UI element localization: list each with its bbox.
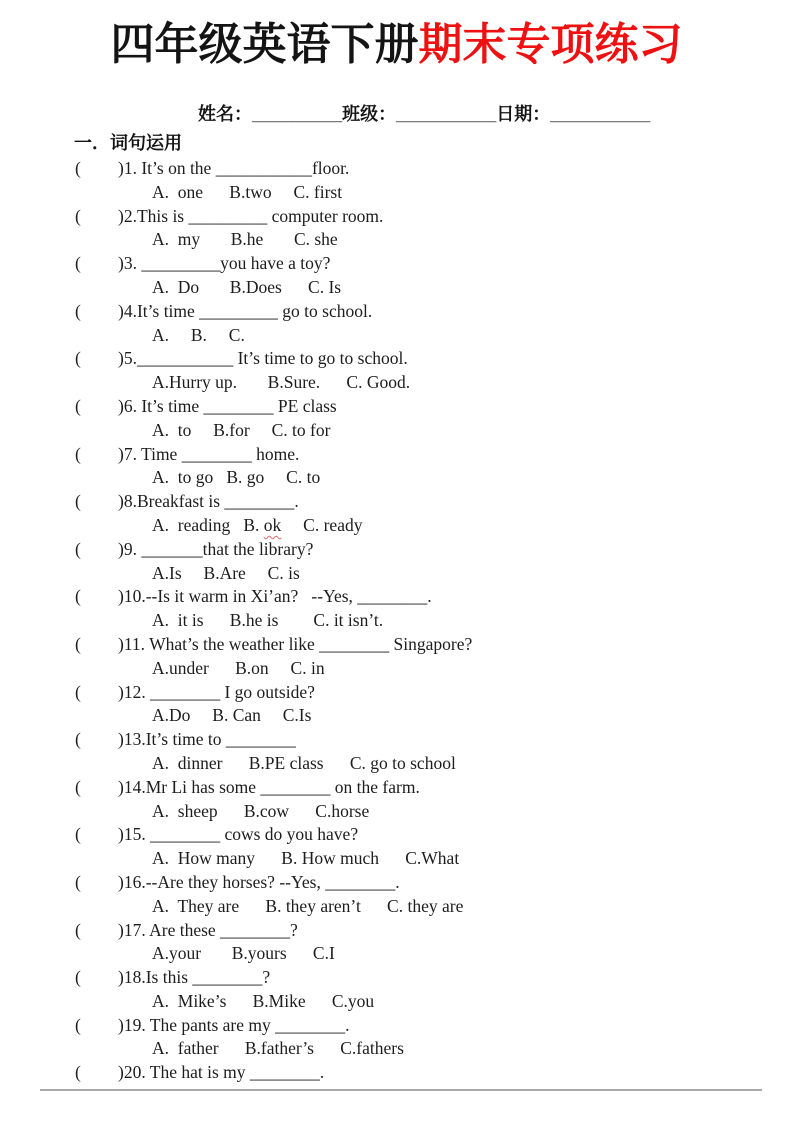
question-stem: )3. _________you have a toy? bbox=[118, 253, 331, 274]
question-stem: )6. It’s time ________ PE class bbox=[118, 395, 337, 416]
page-bottom-rule bbox=[40, 1089, 762, 1091]
question-stem: )14.Mr Li has some ________ on the farm. bbox=[118, 776, 420, 797]
question-stem: )13.It’s time to ________ bbox=[118, 729, 296, 750]
question-stem: )10.--Is it warm in Xi’an? --Yes, ________. bbox=[118, 586, 432, 607]
question-row bbox=[0, 300, 793, 324]
question-row bbox=[0, 395, 793, 419]
options-line: A. one B.two C. first bbox=[152, 181, 343, 202]
options-line: A. B. C. bbox=[152, 324, 245, 345]
question-row bbox=[0, 490, 793, 514]
question-row bbox=[0, 681, 793, 705]
question-row bbox=[0, 157, 793, 181]
options-line: A. They are B. they aren’t C. they are bbox=[152, 895, 464, 916]
question-stem: )18.Is this ________? bbox=[118, 967, 271, 988]
page-title bbox=[0, 20, 793, 71]
question-stem: )17. Are these ________? bbox=[118, 919, 298, 940]
answer-bracket: ( bbox=[75, 919, 81, 940]
question-row bbox=[0, 1061, 793, 1085]
question-stem: )5.___________ It’s time to go to school. bbox=[118, 348, 408, 369]
answer-bracket: ( bbox=[75, 681, 81, 702]
options-line bbox=[0, 514, 793, 538]
question-row bbox=[0, 871, 793, 895]
question-stem: )19. The pants are my ________. bbox=[118, 1014, 350, 1035]
answer-bracket: ( bbox=[75, 729, 81, 750]
options-line: A.Is B.Are C. is bbox=[152, 562, 300, 583]
options-line: A. my B.he C. she bbox=[152, 229, 338, 250]
answer-bracket: ( bbox=[75, 253, 81, 274]
question-row bbox=[0, 205, 793, 229]
question-stem: )16.--Are they horses? --Yes, ________. bbox=[118, 871, 400, 892]
question-row bbox=[0, 919, 793, 943]
question-row bbox=[0, 823, 793, 847]
question-stem: )8.Breakfast is ________. bbox=[118, 491, 299, 512]
options-text: A. reading B. bbox=[152, 514, 264, 535]
answer-bracket: ( bbox=[75, 491, 81, 512]
question-row bbox=[0, 966, 793, 990]
answer-bracket: ( bbox=[75, 1062, 81, 1083]
question-stem: )1. It’s on the ___________floor. bbox=[118, 158, 350, 178]
options-line: A. How many B. How much C.What bbox=[152, 848, 460, 869]
question-row bbox=[0, 252, 793, 276]
question-row bbox=[0, 585, 793, 609]
answer-bracket: ( bbox=[75, 586, 81, 607]
options-line: A. to go B. go C. to bbox=[152, 467, 321, 488]
question-stem: )7. Time ________ home. bbox=[118, 443, 300, 464]
title-exam-highlight: 期末专项练习 bbox=[418, 20, 683, 69]
options-line: A. it is B.he is C. it isn’t. bbox=[152, 610, 384, 631]
options-line: A.your B.yours C.I bbox=[152, 943, 335, 964]
answer-bracket: ( bbox=[75, 776, 81, 797]
question-stem: )9. _______that the library? bbox=[118, 538, 314, 559]
section-heading: 一．词句运用 bbox=[74, 133, 182, 153]
options-line: A.Hurry up. B.Sure. C. Good. bbox=[152, 372, 411, 393]
answer-bracket: ( bbox=[75, 871, 81, 892]
question-stem: )11. What’s the weather like ________ Singapore? bbox=[118, 633, 473, 654]
options-line: A.under B.on C. in bbox=[152, 657, 325, 678]
question-row bbox=[0, 728, 793, 752]
question-stem: )12. ________ I go outside? bbox=[118, 681, 315, 702]
question-row bbox=[0, 1014, 793, 1038]
options-line: A. father B.father’s C.fathers bbox=[152, 1038, 404, 1059]
question-stem: )2.This is _________ computer room. bbox=[118, 205, 384, 226]
options-line: A.Do B. Can C.Is bbox=[152, 705, 312, 726]
answer-bracket: ( bbox=[75, 967, 81, 988]
options-line: A. to B.for C. to for bbox=[152, 419, 331, 440]
answer-bracket: ( bbox=[75, 633, 81, 654]
question-row bbox=[0, 538, 793, 562]
options-line: A. sheep B.cow C.horse bbox=[152, 800, 370, 821]
answer-bracket: ( bbox=[75, 395, 81, 416]
spellcheck-squiggle: ok bbox=[263, 514, 282, 535]
options-line: A. dinner B.PE class C. go to school bbox=[152, 752, 456, 773]
title-course-name: 四年级英语下册 bbox=[110, 20, 419, 69]
question-row bbox=[0, 776, 793, 800]
student-info-line: 姓名：_________班级：__________日期：__________ bbox=[198, 104, 651, 124]
question-stem: )15. ________ cows do you have? bbox=[118, 824, 359, 845]
options-line: A. Do B.Does C. Is bbox=[152, 276, 342, 297]
question-row bbox=[0, 633, 793, 657]
options-line: A. Mike’s B.Mike C.you bbox=[152, 990, 375, 1011]
answer-bracket: ( bbox=[75, 538, 81, 559]
answer-bracket: ( bbox=[75, 348, 81, 369]
question-stem: )4.It’s time _________ go to school. bbox=[118, 300, 373, 321]
answer-bracket: ( bbox=[75, 158, 81, 178]
question-row bbox=[0, 443, 793, 467]
answer-bracket: ( bbox=[75, 1014, 81, 1035]
answer-bracket: ( bbox=[75, 443, 81, 464]
question-stem: )20. The hat is my ________. bbox=[118, 1062, 325, 1083]
question-list bbox=[0, 157, 793, 1085]
question-row bbox=[0, 347, 793, 371]
options-text: C. ready bbox=[281, 514, 363, 535]
answer-bracket: ( bbox=[75, 205, 81, 226]
answer-bracket: ( bbox=[75, 824, 81, 845]
answer-bracket: ( bbox=[75, 300, 81, 321]
